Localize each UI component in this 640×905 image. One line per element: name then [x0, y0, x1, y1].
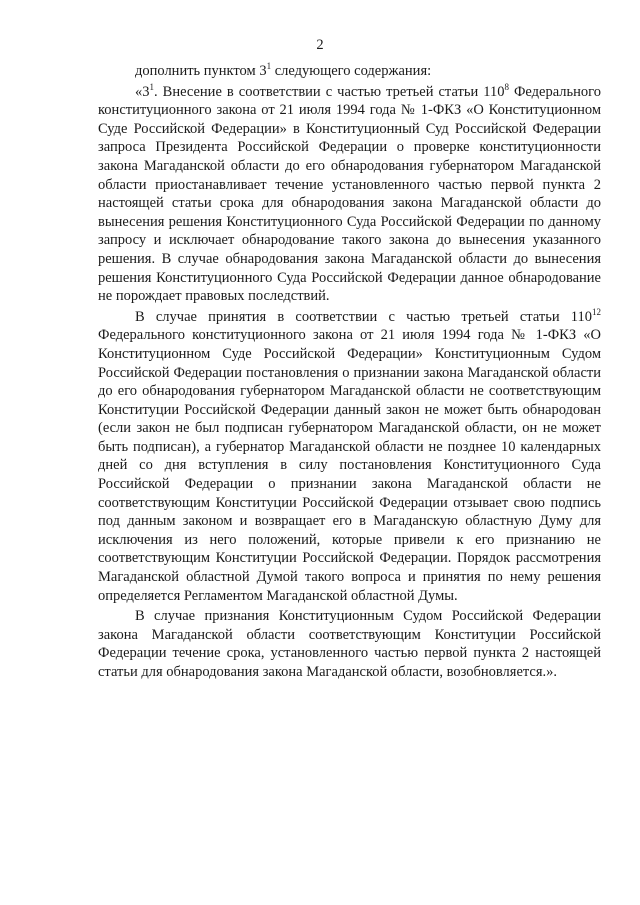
superscript: 8: [504, 81, 509, 92]
superscript: 1: [149, 81, 154, 92]
text-run: дополнить пунктом 3: [135, 63, 267, 79]
page-number: 2: [316, 37, 324, 53]
paragraph-nonconformity-ruling: [98, 308, 601, 606]
paragraph-addition-intro: [98, 62, 601, 81]
text-run: следующего содержания:: [271, 63, 432, 79]
superscript: 1: [266, 61, 272, 71]
superscript: 12: [592, 306, 601, 317]
text-run: Федерального конституционного закона от 21 июля 1994 года № 1-ФКЗ «О Конституционном Суде Российской Федерации» в Конституционный Суд Российской Федерации запроса Президента Российской Федерации о проверке конституционности закона Магаданской области до его обнародования губернатором Магаданской области приостанавливает течение установленного частью первой пункта 2 настоящей статьи срока для обнародования закона Магаданской области до вынесения решения Конституционного Суда Российской Федерации по данному запросу и исключает обнародование такого закона до вынесения указанного решения. В случае обнародования закона Магаданской области до вынесения решения Конституционного Суда Российской Федерации данное обнародование не порождает правовых последствий.: [98, 83, 601, 305]
text-run: В случае принятия в соответствии с частью третьей статьи 110: [135, 308, 592, 325]
text-run: В случае признания Конституционным Судом Российской Федерации закона Магаданской области соответствующим Конституции Российской Федерации течение срока, установленного частью первой пункта 2 настоящей статьи для обнародования закона Магаданской области, возобновляется.».: [98, 608, 601, 680]
paragraph-item-3-1: [98, 83, 601, 306]
text-run: . Внесение в соответствии с частью третьей статьи 110: [154, 83, 505, 100]
paragraph-conformity-ruling: [98, 607, 601, 681]
text-run: «3: [135, 83, 150, 100]
text-run: Федерального конституционного закона от 21 июля 1994 года № 1-ФКЗ «О Конституционном Суде Российской Федерации» Конституционным Судом Российской Федерации постановления о признании закона Магаданской области до его обнародования губернатором Магаданской области не соответствующим Конституции Российской Федерации данный закон не может быть обнародован (если закон не был подписан губернатором Магаданской области, он не может быть подписан), а губернатор Магаданской области не позднее 10 календарных дней со дня вступления в силу постановления Конституционного Суда Российской Федерации о признании закона Магаданской области не соответствующим Конституции Российской Федерации отзывает свою подпись под данным законом и возвращает его в Магаданскую областную Думу для исключения из него положений, которые привели к его признанию не соответствующим Конституции Российской Федерации. Порядок рассмотрения Магаданской областной Думой такого вопроса и принятия по нему решения определяется Регламентом Магаданской областной Думы.: [98, 327, 601, 604]
document-body: [98, 62, 601, 682]
